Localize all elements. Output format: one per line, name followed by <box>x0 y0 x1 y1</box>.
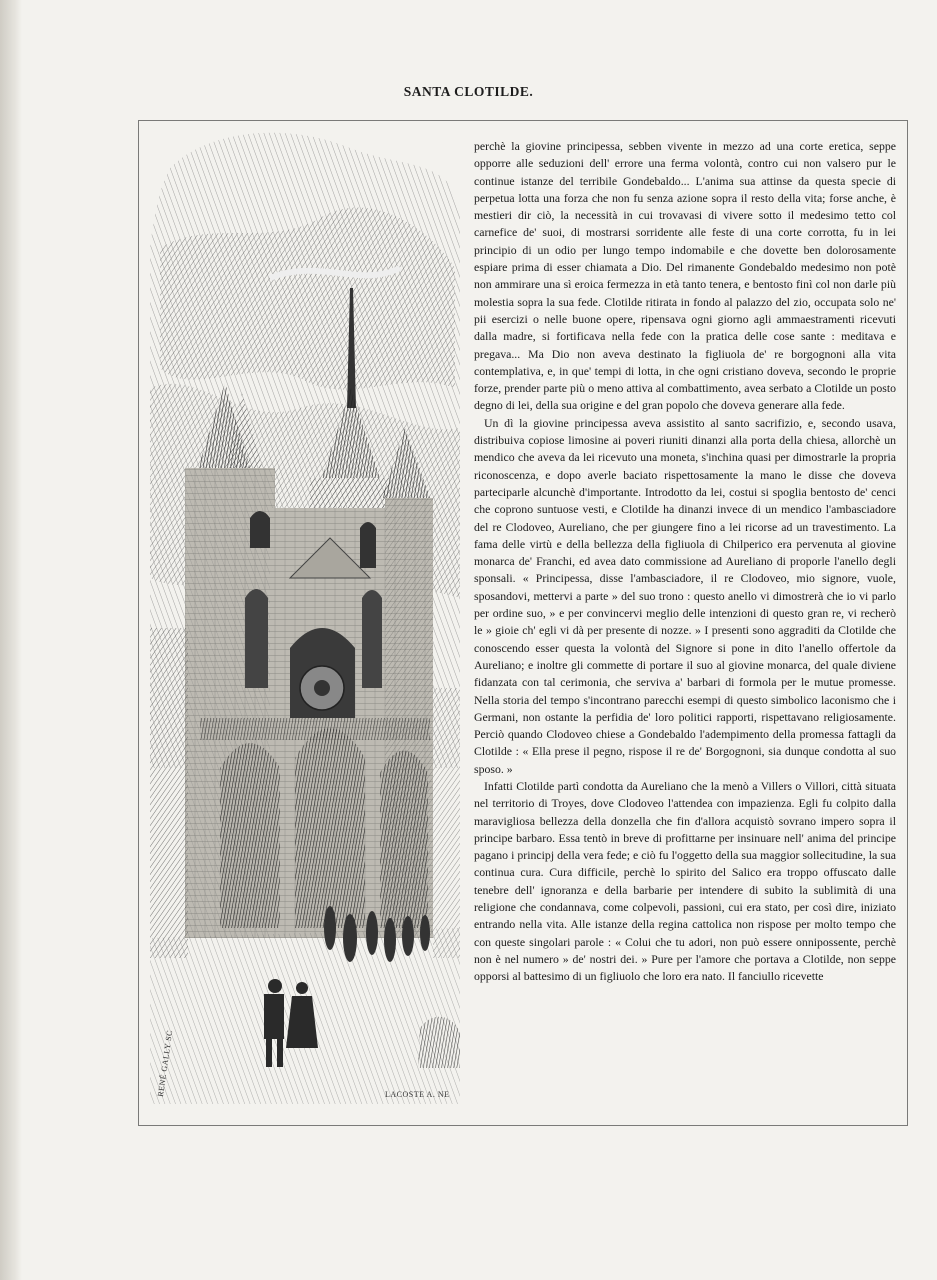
paragraph-2: Un dì la giovine principessa aveva assistito al santo sacrifizio, e, secondo usava, distribuiva copiose limosine ai poveri riuniti dinanzi alla porta della chiesa, allorchè un mendico che aveva da lei ricevuto una moneta, s'inchina quasi per dimostrarle la propria riconoscenza, e dopo averle baciato rispettosamente la mano le disse che doveva parteciparle alcunchè d'importante. Introdotto da lei, costui si spoglia bentosto de' cenci che coprono suntuose vesti, e Clotilde ha dinanzi invece di un mendico l'ambasciadore del re Clodoveo, Aureliano, che per giungere fino a lei ricorse ad un travestimento. La fama delle virtù e della bellezza della figliuola di Chilperico era pervenuta al giovine monarca de' Franchi, ed avea dato commissione ad Aureliano di proporle l'anello degli sponsali. « Principessa, disse l'ambasciadore, il re Clodoveo, mio signore, vuole, sposandovi, mettervi a parte » del suo trono : questo anello vi dimostrerà che io vi parlo per ordine suo, » e per convincervi meglio delle intenzioni di questo gran re, vi recherò le » gioie ch' egli vi dà per presente di nozze. » I presenti sono aggraditi da Clotilde che conoscendo esser questa la volontà del Signore si pone in dito l'anello offertole da Aureliano; e inoltre gli commette di portare il suo al giovine monarca, del quale diviene fidanzata con tal cerimonia, che serviva a' barbari di formola per le mutue promesse. Nella storia del tempo s'incontrano parecchi esempi di questo simbolico laconismo che i Germani, non ostante la perfidia de' loro politici rapporti, rispettavano religiosamente. Perciò quando Clodoveo chiese a Gondebaldo l'adempimento della promessa fattagli da Clotilde : « Ella prese il pegno, rispose il re de' Borgognoni, sia dunque condotta al suo sposo. » <box>474 415 896 776</box>
engraver-signature-left: RENÉ GALLY SC <box>156 1029 175 1098</box>
body-text-column <box>474 138 896 1118</box>
book-spine-shadow <box>0 0 22 1280</box>
page-header: SANTA CLOTILDE. <box>403 84 534 99</box>
engraver-signature-right: LACOSTE A. NE <box>385 1090 450 1099</box>
paragraph-3: Infatti Clotilde partì condotta da Aureliano che la menò a Villers o Villori, città situata nel territorio di Troyes, dove Clodoveo l'attendea con impazienza. Egli fu colpito dalla maravigliosa bellezza della donzella che fin d'allora acquistò sovrano impero sopra il principe barbaro. Essa tentò in breve di profittarne per insinuare nell' anima del principe pagano i principj della vera fede; e ciò fu l'oggetto della sua maggior sollecitudine, la sua continua cura. Cura difficile, perchè lo spirito del Salico era troppo offuscato dalle tenebre dell' ignoranza e della barbarie per intendere di subito la sublimità di una religione che condannava, come colpevoli, passioni, cui era stato, per così dire, iniziato entrando nella vita. Alle istanze della regina cattolica non rispose per molto tempo che con queste singolari parole : « Colui che tu adori, non può essere onnipossente, perchè non è nel numero » de' nostri dei. » Pure per l'amore che portava a Clotilde, non seppe opporsi al battesimo di un figliuolo che loro era nato. Il fanciullo ricevette <box>474 778 896 984</box>
cathedral-engraving <box>150 128 460 1104</box>
paragraph-1: perchè la giovine principessa, sebben vivente in mezzo ad una corte eretica, seppe opporre alle seduzioni dell' errore una ferma volontà, contro cui non valsero pur le continue istanze del terribile Gondebaldo... L'anima sua attinse da questa specie di perpetua lotta una forza che non fu senza azione sopra il resto della vita; forse anche, è mestieri dir ciò, la necessità in cui trovavasi di vivere sotto il medesimo tetto col carnefice de' suoi, di mostrarsi sorridente alle feste di una corte corrotta, fu in lei principio di un odio per lungo tempo indomabile e che dovette ben dolorosamente espiare prima di esser chiamata a Dio. Del rimanente Gondebaldo medesimo non potè non ammirare una sì eroica fermezza in età tanto tenera, e bentosto finì col non darle più molestia sopra la sua fede. Clotilde ritirata in fondo al palazzo del zio, occupata solo ne' pii esercizi o nelle buone opere, ripensava ogni giorno agli ammaestramenti ricevuti dalla madre, si fortificava nella fede con la pratica delle cose sante : meditava e pregava... Ma Dio non aveva destinato la figliuola de' re borgognoni alla vita contemplativa, e, in que' tempi di lotta, in che ogni cristiano doveva, secondo le proprie forze, prender parte più o meno attiva al combattimento, avea serbato a Clotilde un posto degno di lei, della sua origine e del gran popolo che doveva generare alla fede. <box>474 139 896 413</box>
